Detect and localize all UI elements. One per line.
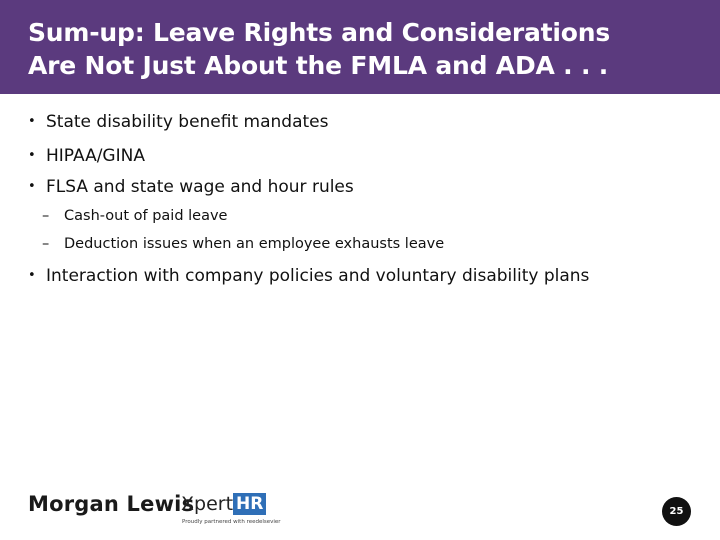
bullet-item [28,176,354,198]
bullet-text: FLSA and state wage and hour rules [46,177,354,197]
bullet-item [28,265,589,287]
bullet-item [28,111,328,133]
xperthr-logo-xpert: Xpert [181,493,234,515]
sub-bullet-marker: – [42,236,50,252]
xperthr-tagline: Proudly partnered with reedelsevier [182,519,281,525]
bullet-marker: • [28,114,36,129]
slide-title-line-2: Are Not Just About the FMLA and ADA . . . [28,51,609,80]
bullet-item [28,145,145,167]
morgan-lewis-logo: Morgan Lewis [28,492,195,516]
bullet-marker: • [28,148,36,163]
bullet-marker: • [28,179,36,194]
bullet-text: Interaction with company policies and voluntary disability plans [46,266,590,286]
bullet-marker: • [28,268,36,283]
slide-title-line-1: Sum-up: Leave Rights and Considerations [28,18,611,47]
page-number-badge: 25 [662,497,691,526]
bullet-text: HIPAA/GINA [46,146,145,166]
sub-bullet-text: Cash-out of paid leave [64,208,228,224]
sub-bullet-item [42,234,444,254]
sub-bullet-text: Deduction issues when an employee exhausts leave [64,236,445,252]
sub-bullet-marker: – [42,208,50,224]
slide-footer [0,488,720,540]
xperthr-logo [181,493,266,515]
bullet-text: State disability benefit mandates [46,112,329,132]
title-bar [0,0,720,94]
xperthr-logo-hr: HR [233,493,266,515]
slide-title [28,16,708,82]
sub-bullet-item [42,206,227,226]
